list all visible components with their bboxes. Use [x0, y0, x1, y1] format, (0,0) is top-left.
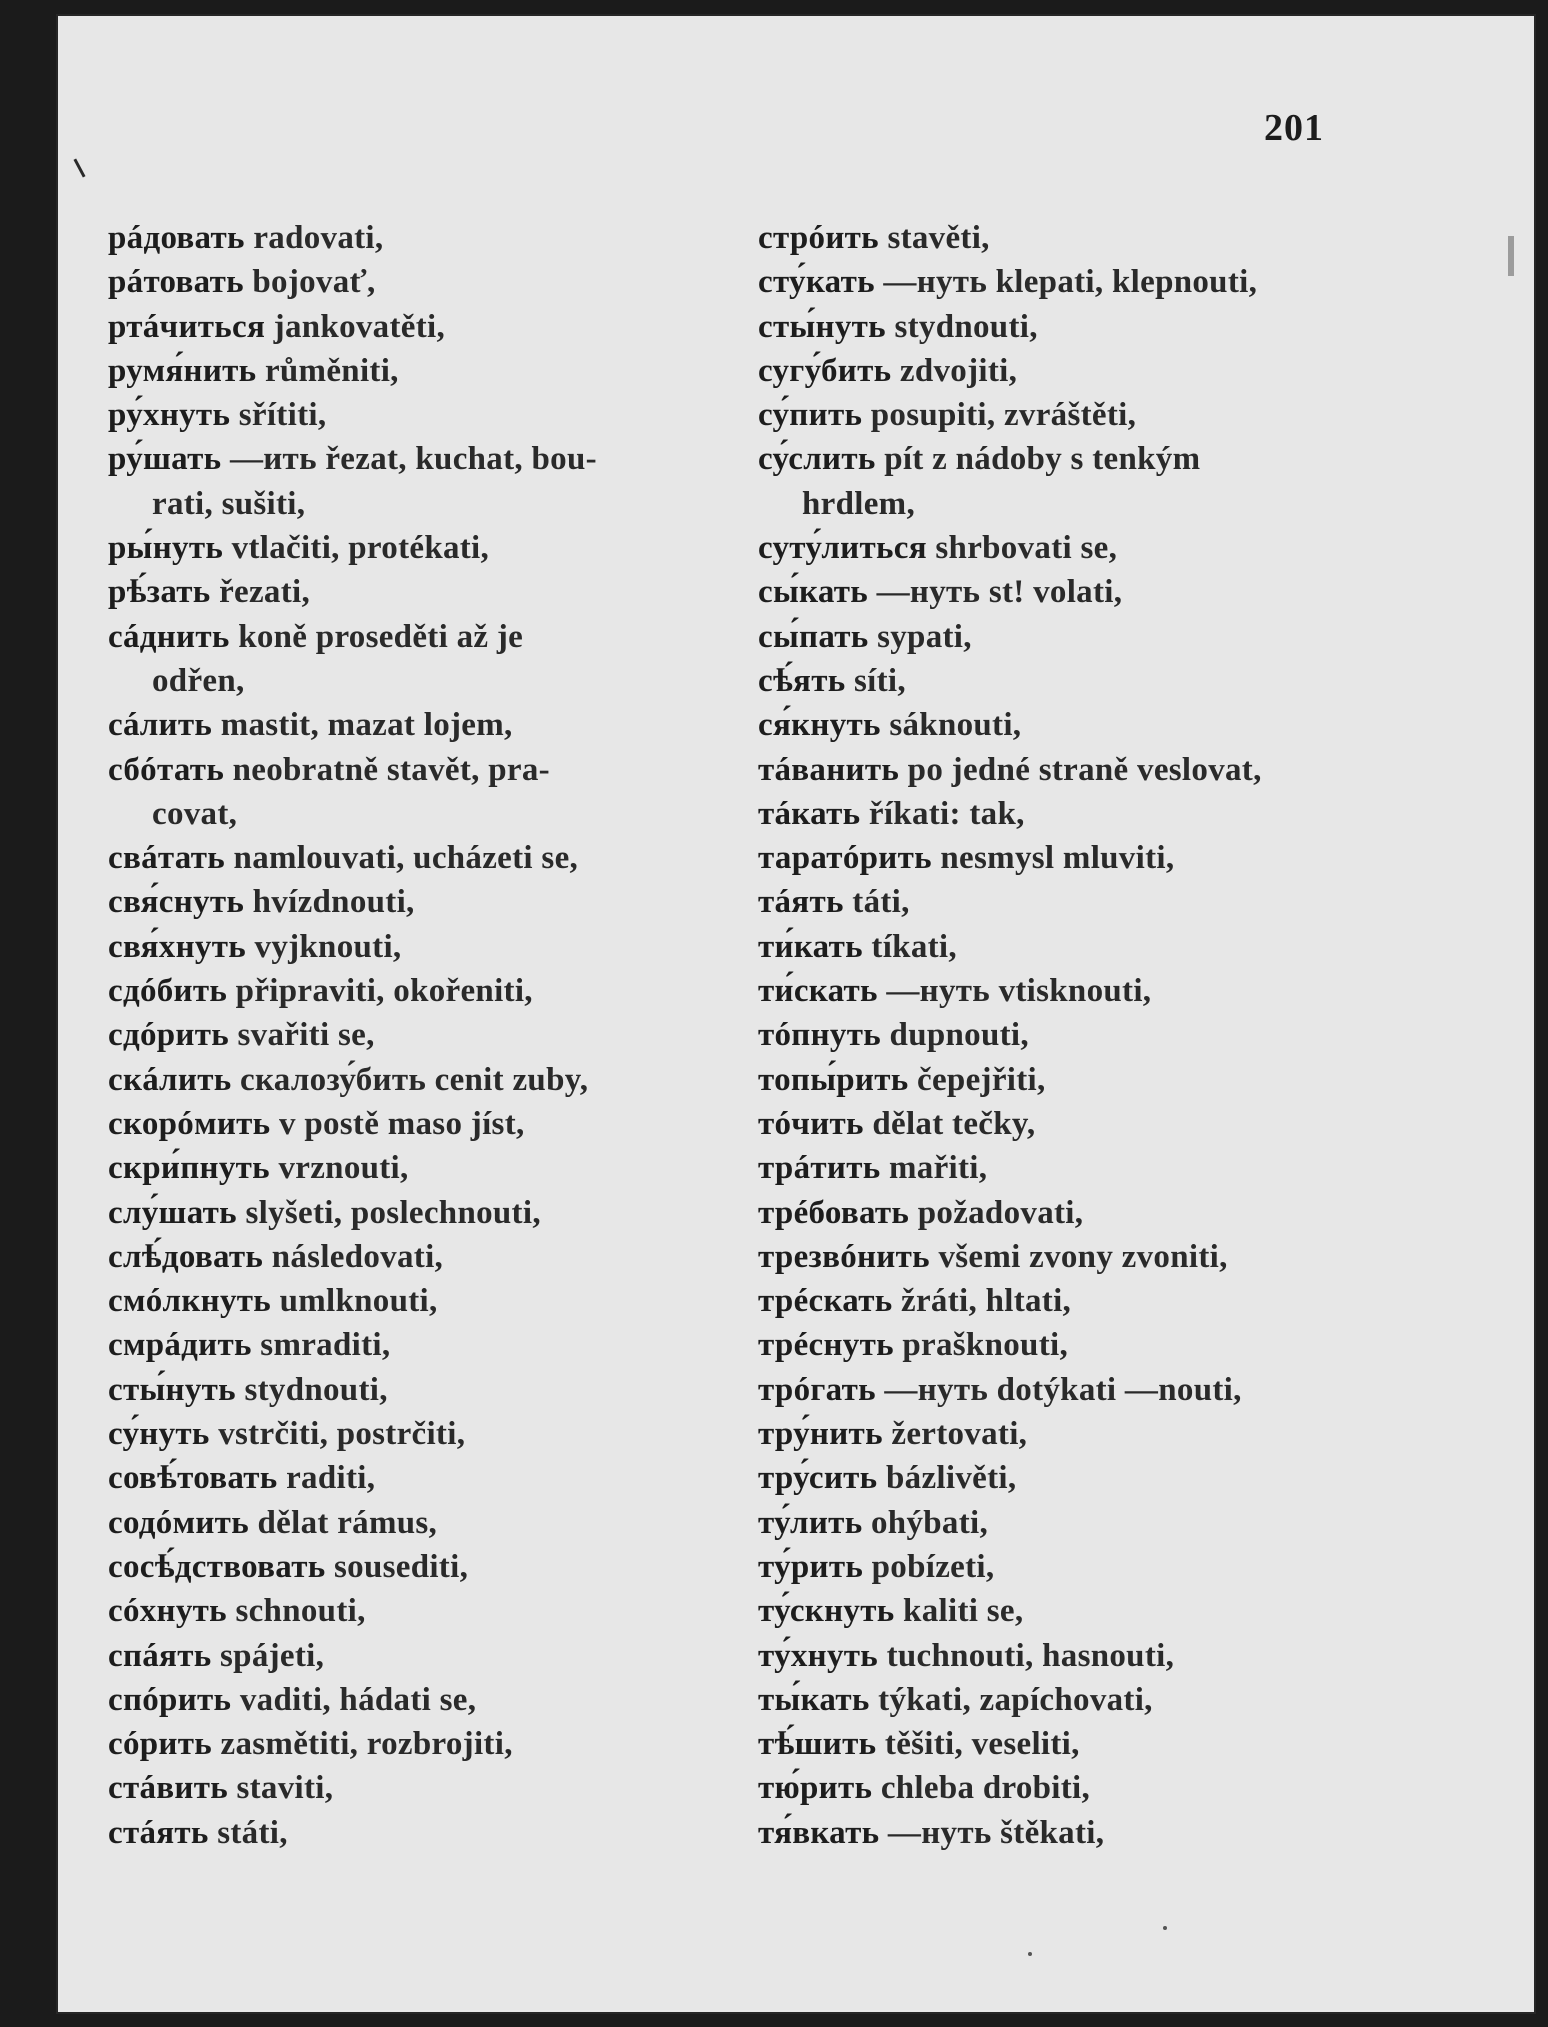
- dictionary-entry: [108, 1412, 758, 1456]
- dictionary-entry: [758, 1678, 1478, 1722]
- entry-translation: radovati,: [244, 220, 384, 256]
- entry-translation: spájeti,: [211, 1637, 325, 1674]
- dictionary-entry: [758, 659, 1478, 703]
- entry-translation: sypati,: [868, 618, 972, 655]
- entry-headword: сáднить: [108, 618, 230, 655]
- entry-headword: ру́шать: [108, 441, 222, 478]
- dictionary-entry: [108, 1235, 758, 1279]
- entry-translation: —нуть klepati, klepnouti,: [874, 264, 1258, 301]
- entry-headword: сты́нуть: [758, 308, 886, 345]
- entry-translation: růměniti,: [256, 352, 399, 389]
- dictionary-entry: [758, 1589, 1478, 1633]
- entry-headword: содóмить: [108, 1504, 249, 1541]
- dictionary-entry: [108, 1678, 758, 1722]
- entry-headword: свáтать: [108, 840, 225, 877]
- entry-headword: ту́рить: [758, 1548, 864, 1585]
- entry-headword: стáвить: [108, 1770, 228, 1807]
- speck: [1028, 1952, 1032, 1956]
- speck: [1163, 1926, 1167, 1930]
- entry-headword: сѣ́ять: [758, 662, 846, 699]
- entry-headword: спáять: [108, 1637, 212, 1674]
- entry-translation: všemi zvony zvoniti,: [929, 1238, 1228, 1275]
- dictionary-entry: [758, 1412, 1478, 1456]
- entry-headword: рѣ́зать: [108, 574, 211, 611]
- entry-headword: тѣ́шить: [758, 1726, 877, 1763]
- dictionary-entry: [108, 1013, 758, 1057]
- entry-headword: тю́рить: [758, 1770, 873, 1807]
- entry-translation: namlouvati, ucházeti se,: [225, 840, 579, 877]
- entry-headword: сáлить: [108, 707, 213, 744]
- dictionary-entry: [108, 526, 758, 570]
- entry-headword: стрóить: [758, 220, 879, 256]
- dictionary-entry: [758, 1545, 1478, 1589]
- dictionary-entry: [108, 1146, 758, 1190]
- entry-translation: —нуть st! volati,: [868, 574, 1123, 611]
- dictionary-entry: [108, 1191, 758, 1235]
- entry-translation: raditi,: [277, 1460, 376, 1497]
- dictionary-entry: [108, 1501, 758, 1545]
- dictionary-entry: [758, 1722, 1478, 1766]
- entry-translation: jankovatěti,: [265, 308, 446, 345]
- entry-headword: сдóрить: [108, 1017, 229, 1054]
- entry-translation: pít z nádoby s tenkým: [875, 441, 1201, 478]
- entry-translation: staviti,: [227, 1770, 334, 1807]
- entry-translation: žertovati,: [882, 1416, 1028, 1453]
- entry-translation: řezati,: [210, 574, 311, 611]
- entry-translation: říkati: tak,: [860, 795, 1025, 832]
- dictionary-entry: [758, 260, 1478, 304]
- dictionary-entry: [108, 393, 758, 437]
- entry-headword: трезвóнить: [758, 1238, 930, 1275]
- dictionary-entry: [108, 1368, 758, 1412]
- entry-headword: сы́кать: [758, 574, 869, 611]
- entry-headword: трóгать: [758, 1371, 876, 1408]
- entry-headword: скорóмить: [108, 1105, 271, 1142]
- dictionary-entry: [758, 305, 1478, 349]
- dictionary-entry: [108, 1589, 758, 1633]
- dictionary-entry: [108, 260, 758, 304]
- dictionary-entry: [758, 1634, 1478, 1678]
- entry-headword: ртáчиться: [108, 308, 266, 345]
- dictionary-entry: [758, 1323, 1478, 1367]
- entry-translation: slyšeti, poslechnouti,: [236, 1194, 541, 1231]
- entry-headword: тóчить: [758, 1105, 864, 1142]
- entry-translation: státi,: [208, 1814, 288, 1851]
- dictionary-entry: [108, 1722, 758, 1766]
- book-page: [56, 14, 1536, 2014]
- dictionary-entry: [108, 1456, 758, 1500]
- entry-headword: таратóрить: [758, 840, 932, 877]
- entry-headword: тóпнуть: [758, 1017, 881, 1054]
- entry-translation: požadovati,: [909, 1194, 1084, 1231]
- entry-translation: umlknouti,: [271, 1283, 438, 1320]
- dictionary-entry: [758, 393, 1478, 437]
- entry-headword: сугу́бить: [758, 352, 892, 389]
- entry-translation: ohýbati,: [862, 1504, 989, 1541]
- entry-headword: ру́хнуть: [108, 397, 231, 434]
- entry-translation: prašknouti,: [893, 1327, 1069, 1364]
- entry-translation: nesmysl mluviti,: [931, 840, 1175, 877]
- entry-headword: ти́кать: [758, 928, 863, 965]
- entry-translation: připraviti, okořeniti,: [227, 973, 533, 1010]
- entry-headword: смóлкнуть: [108, 1283, 272, 1320]
- entry-translation: hvízdnouti,: [244, 884, 415, 921]
- entry-headword: сы́пать: [758, 618, 869, 655]
- entry-translation: v postě maso jíst,: [270, 1105, 525, 1142]
- entry-translation: bázlivěti,: [877, 1460, 1017, 1497]
- entry-headword: ры́нуть: [108, 530, 224, 567]
- entry-translation: —нуть štěkati,: [879, 1814, 1105, 1851]
- entry-translation: neobratně stavět, pra-: [224, 751, 550, 788]
- entry-translation: tuchnouti, hasnouti,: [878, 1637, 1175, 1674]
- dictionary-entry: [108, 925, 758, 969]
- entry-translation: sřítiti,: [230, 397, 327, 434]
- entry-headword: слѣ́довать: [108, 1238, 264, 1275]
- entry-translation: —нуть vtisknouti,: [877, 973, 1152, 1010]
- entry-headword: су́слить: [758, 441, 876, 478]
- entry-translation: —нуть dotýkati —nouti,: [875, 1371, 1242, 1408]
- dictionary-entry: [108, 1058, 758, 1102]
- dictionary-entry: [108, 1323, 758, 1367]
- entry-headword: трéбовать: [758, 1194, 910, 1231]
- entry-headword: ту́скнуть: [758, 1593, 895, 1630]
- entry-headword: тя́вкать: [758, 1814, 880, 1851]
- entry-headword: ту́хнуть: [758, 1637, 879, 1674]
- entry-headword: слу́шать: [108, 1194, 237, 1231]
- entry-headword: су́нуть: [108, 1416, 210, 1453]
- entry-translation: pobízeti,: [863, 1548, 995, 1585]
- entry-headword: скри́пнуть: [108, 1150, 270, 1187]
- entry-headword: тáкать: [758, 795, 861, 832]
- entry-continuation: hrdlem,: [802, 485, 916, 522]
- entry-translation: kaliti se,: [894, 1593, 1024, 1630]
- dictionary-entry: [108, 1634, 758, 1678]
- dictionary-entry: [758, 1811, 1478, 1855]
- dictionary-entry: [108, 570, 758, 614]
- entry-translation: po jedné straně veslovat,: [899, 751, 1262, 788]
- page-number: 201: [1264, 107, 1324, 149]
- entry-headword: румя́нить: [108, 352, 257, 389]
- entry-translation: vtlačiti, protékati,: [223, 530, 490, 567]
- entry-headword: ту́лить: [758, 1504, 863, 1541]
- dictionary-entry: [758, 1456, 1478, 1500]
- entry-headword: трáтить: [758, 1150, 881, 1187]
- left-column: [108, 216, 758, 1855]
- entry-translation: tíkati,: [862, 928, 957, 965]
- dictionary-entry: [108, 703, 758, 747]
- entry-continuation: odřen,: [152, 662, 245, 699]
- dictionary-entry: [758, 1235, 1478, 1279]
- entry-headword: скáлить: [108, 1061, 232, 1098]
- entry-headword: сту́кать: [758, 264, 875, 301]
- entry-headword: сдóбить: [108, 973, 228, 1010]
- entry-translation: mastit, mazat lojem,: [212, 707, 513, 744]
- entry-translation: zasmětiti, rozbrojiti,: [211, 1726, 513, 1763]
- dictionary-entry: [108, 1102, 758, 1146]
- dictionary-entry: [108, 216, 758, 260]
- entry-headword: ти́скать: [758, 973, 878, 1010]
- dictionary-entry: [758, 1368, 1478, 1412]
- dictionary-entry: [108, 1279, 758, 1323]
- entry-headword: суту́литься: [758, 530, 927, 567]
- dictionary-entry: [758, 1279, 1478, 1323]
- dictionary-entry: [758, 925, 1478, 969]
- entry-translation: bojovať,: [243, 264, 376, 301]
- entry-translation: těšiti, veseliti,: [876, 1726, 1080, 1763]
- dictionary-entry: [758, 1058, 1478, 1102]
- dictionary-entry: [758, 570, 1478, 614]
- dictionary-entry: [758, 526, 1478, 570]
- dictionary-entry: [758, 1766, 1478, 1810]
- entry-headword: тáять: [758, 884, 844, 921]
- entry-headword: совѣ́товать: [108, 1460, 278, 1497]
- entry-translation: následovati,: [263, 1238, 444, 1275]
- dictionary-entry: [108, 1766, 758, 1810]
- entry-translation: dělat tečky,: [863, 1105, 1036, 1142]
- entry-translation: síti,: [845, 662, 906, 699]
- entry-headword: тáванить: [758, 751, 900, 788]
- dictionary-entry: [108, 836, 758, 880]
- entry-translation: chleba drobiti,: [872, 1770, 1091, 1807]
- entry-headword: спóрить: [108, 1681, 232, 1718]
- entry-translation: vrznouti,: [269, 1150, 409, 1187]
- entry-translation: žráti, hltati,: [892, 1283, 1072, 1320]
- entry-headword: тру́нить: [758, 1416, 883, 1453]
- entry-headword: смрáдить: [108, 1327, 252, 1364]
- entry-headword: трéснуть: [758, 1327, 894, 1364]
- dictionary-entry: [758, 437, 1478, 526]
- entry-headword: ся́кнуть: [758, 707, 881, 744]
- dictionary-entry: [758, 349, 1478, 393]
- dictionary-entry: [108, 748, 758, 837]
- dictionary-entry: [108, 1811, 758, 1855]
- entry-translation: mařiti,: [880, 1150, 988, 1187]
- entry-headword: су́пить: [758, 397, 863, 434]
- entry-headword: сóрить: [108, 1726, 212, 1763]
- entry-translation: stydnouti,: [885, 308, 1038, 345]
- entry-headword: свя́хнуть: [108, 928, 246, 965]
- dictionary-entry: [108, 1545, 758, 1589]
- dictionary-entry: [758, 748, 1478, 792]
- entry-translation: zdvojiti,: [891, 352, 1018, 389]
- entry-translation: скалозу́бить cenit zuby,: [231, 1061, 589, 1098]
- edge-mark: [1508, 236, 1514, 276]
- dictionary-entry: [758, 1501, 1478, 1545]
- entry-translation: smraditi,: [251, 1327, 391, 1364]
- entry-translation: shrbovati se,: [926, 530, 1118, 567]
- entry-translation: táti,: [843, 884, 910, 921]
- entry-translation: sáknouti,: [880, 707, 1022, 744]
- entry-continuation: covat,: [152, 795, 238, 832]
- entry-translation: sousediti,: [325, 1548, 469, 1585]
- dictionary-entry: [758, 792, 1478, 836]
- dictionary-entry: [108, 969, 758, 1013]
- entry-translation: koně proseděti až je: [229, 618, 524, 655]
- entry-headword: сосѣ́дствовать: [108, 1548, 326, 1585]
- entry-translation: vaditi, hádati se,: [231, 1681, 477, 1718]
- entry-translation: schnouti,: [226, 1593, 366, 1630]
- entry-headword: рáдовать: [108, 220, 245, 256]
- entry-headword: трéскать: [758, 1283, 893, 1320]
- entry-translation: vyjknouti,: [245, 928, 402, 965]
- entry-headword: ты́кать: [758, 1681, 870, 1718]
- margin-mark: [73, 158, 85, 177]
- dictionary-entry: [108, 349, 758, 393]
- dictionary-entry: [758, 1191, 1478, 1235]
- entry-translation: stavěti,: [878, 220, 990, 256]
- dictionary-entry: [758, 969, 1478, 1013]
- entry-translation: posupiti, zvráštěti,: [862, 397, 1137, 434]
- dictionary-entry: [758, 880, 1478, 924]
- dictionary-entry: [758, 1102, 1478, 1146]
- entry-headword: свя́снуть: [108, 884, 245, 921]
- entry-headword: топы́рить: [758, 1061, 909, 1098]
- entry-translation: —ить řezat, kuchat, bou-: [221, 441, 597, 478]
- dictionary-entry: [108, 305, 758, 349]
- dictionary-entry: [758, 836, 1478, 880]
- right-column: [758, 216, 1478, 1855]
- dictionary-entry: [758, 216, 1478, 260]
- dictionary-entry: [758, 703, 1478, 747]
- entry-translation: svařiti se,: [228, 1017, 375, 1054]
- entry-translation: čepejřiti,: [908, 1061, 1046, 1098]
- entry-headword: рáтовать: [108, 264, 244, 301]
- entry-translation: vstrčiti, postrčiti,: [209, 1416, 466, 1453]
- entry-translation: dupnouti,: [881, 1017, 1029, 1054]
- dictionary-entry: [758, 615, 1478, 659]
- dictionary-entry: [758, 1146, 1478, 1190]
- dictionary-entry: [108, 615, 758, 704]
- dictionary-entry: [758, 1013, 1478, 1057]
- entry-headword: тру́сить: [758, 1460, 878, 1497]
- entry-headword: сбóтать: [108, 751, 225, 788]
- entry-translation: dělat rámus,: [248, 1504, 438, 1541]
- entry-translation: stydnouti,: [235, 1371, 388, 1408]
- entry-headword: стáять: [108, 1814, 209, 1851]
- entry-headword: сты́нуть: [108, 1371, 236, 1408]
- dictionary-entry: [108, 437, 758, 526]
- dictionary-entry: [108, 880, 758, 924]
- entry-continuation: rati, sušiti,: [152, 485, 306, 522]
- entry-headword: сóхнуть: [108, 1593, 227, 1630]
- entry-translation: týkati, zapíchovati,: [869, 1681, 1153, 1718]
